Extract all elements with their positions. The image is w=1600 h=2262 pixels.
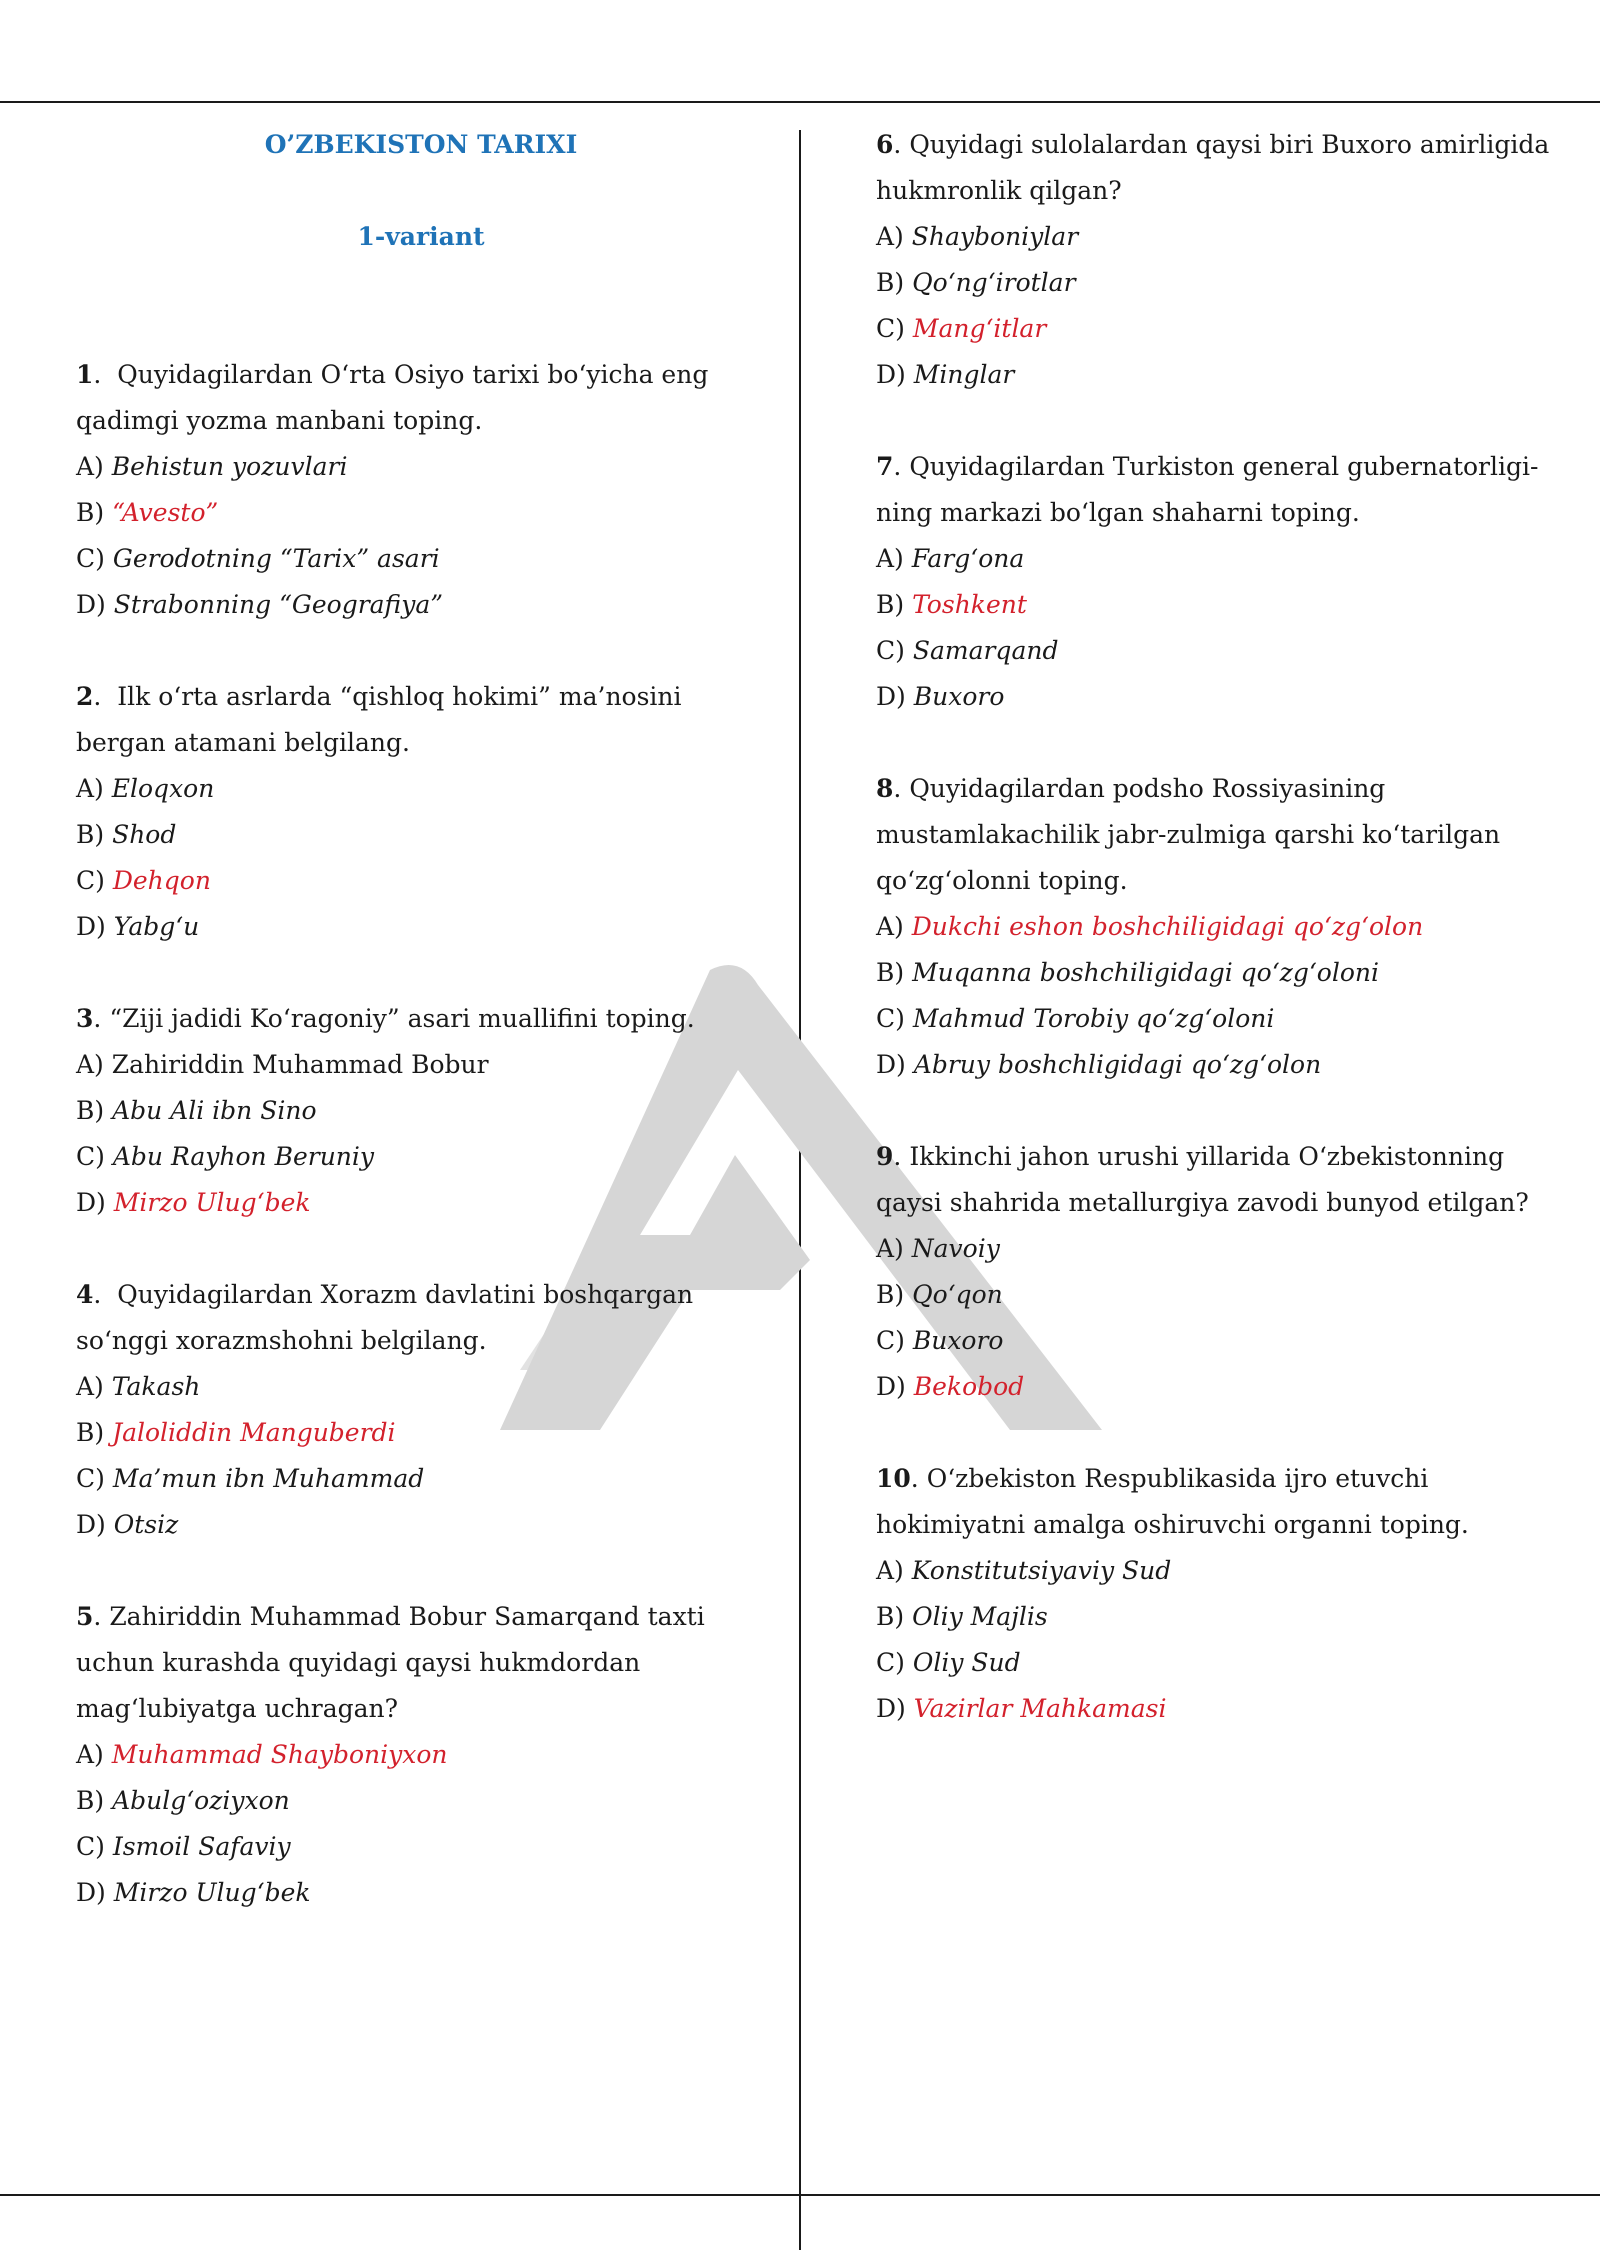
option-text: Jaloliddin Manguberdi: [112, 1418, 396, 1447]
option-text: Vazirlar Mahkamasi: [913, 1694, 1167, 1723]
question-body: Quyidagilardan Xorazm davlatini boshqargan so‘nggi xorazmshohni belgilang.: [76, 1280, 694, 1355]
option-text: Samarqand: [912, 636, 1059, 665]
option-text: Konstitutsiyaviy Sud: [911, 1556, 1172, 1585]
question-text: [76, 674, 766, 766]
option-letter: A): [76, 1372, 104, 1401]
question-block: [876, 122, 1566, 398]
question-body: “Ziji jadidi Ko‘ragoniy” asari muallifini toping.: [109, 1004, 695, 1033]
option-letter: D): [76, 590, 106, 619]
question-body: Quyidagilardan O‘rta Osiyo tarixi bo‘yicha eng qadimgi yozma manbani toping.: [76, 360, 709, 435]
option-letter: A): [876, 1234, 904, 1263]
question-number: 8: [876, 774, 894, 803]
option-text: Toshkent: [912, 590, 1027, 619]
option-letter: D): [76, 1188, 106, 1217]
question-separator: .: [93, 360, 118, 389]
option-letter: A): [76, 1050, 104, 1079]
option-letter: B): [76, 1418, 105, 1447]
answer-option: [876, 536, 1566, 582]
option-letter: B): [876, 958, 905, 987]
answer-option: [876, 1272, 1566, 1318]
answer-option: [876, 1042, 1566, 1088]
option-text: Yabg‘u: [113, 912, 200, 941]
option-letter: B): [876, 590, 905, 619]
variant-label: 1-variant: [357, 222, 485, 251]
option-text: Oliy Sud: [912, 1648, 1021, 1677]
answer-option: [876, 996, 1566, 1042]
question-block: [76, 352, 766, 628]
option-letter: B): [76, 1096, 105, 1125]
option-text: Buxoro: [913, 682, 1005, 711]
option-letter: D): [876, 360, 906, 389]
option-letter: B): [876, 1280, 905, 1309]
answer-option: [876, 674, 1566, 720]
option-text: Mang‘itlar: [912, 314, 1047, 343]
option-letter: B): [876, 268, 905, 297]
option-letter: D): [876, 1372, 906, 1401]
option-text: Behistun yozuvlari: [111, 452, 348, 481]
option-text: Abulg‘oziyxon: [112, 1786, 290, 1815]
option-text: Mirzo Ulug‘bek: [113, 1188, 311, 1217]
option-letter: C): [76, 544, 105, 573]
question-separator: .: [893, 1142, 910, 1171]
option-letter: D): [76, 1510, 106, 1539]
option-text: Ma’mun ibn Muhammad: [112, 1464, 425, 1493]
bottom-rule: [0, 2194, 1600, 2196]
question-list-left: [76, 352, 766, 1916]
answer-option: [76, 1502, 766, 1548]
question-body: O‘zbekiston Respublikasida ijro etuvchi hokimiyatni amalga oshiruvchi organni toping.: [876, 1464, 1469, 1539]
right-column: [876, 122, 1566, 1778]
answer-option: [76, 766, 766, 812]
option-letter: A): [876, 912, 904, 941]
answer-option: [76, 1134, 766, 1180]
answer-option-correct: [876, 582, 1566, 628]
question-text: [76, 352, 766, 444]
option-letter: C): [876, 636, 905, 665]
option-text: Dehqon: [112, 866, 211, 895]
question-number: 4: [76, 1280, 94, 1309]
option-letter: D): [876, 1694, 906, 1723]
question-block: [876, 766, 1566, 1088]
answer-option: [76, 1456, 766, 1502]
question-body: Ilk o‘rta asrlarda “qishloq hokimi” ma’nosini bergan atamani belgilang.: [76, 682, 682, 757]
option-letter: D): [876, 1050, 906, 1079]
answer-option: [76, 812, 766, 858]
question-text: [876, 444, 1566, 536]
question-number: 3: [76, 1004, 94, 1033]
option-letter: C): [76, 1832, 105, 1861]
answer-option: [876, 1640, 1566, 1686]
option-letter: C): [876, 1326, 905, 1355]
answer-option: [76, 536, 766, 582]
option-letter: C): [876, 1004, 905, 1033]
question-text: [876, 1134, 1566, 1226]
option-text: Gerodotning “Tarix” asari: [112, 544, 440, 573]
answer-option-correct: [876, 1364, 1566, 1410]
option-letter: D): [76, 1878, 106, 1907]
answer-option: [76, 1042, 766, 1088]
option-text: Otsiz: [113, 1510, 179, 1539]
option-text: Bekobod: [913, 1372, 1025, 1401]
question-number: 1: [76, 360, 94, 389]
option-letter: C): [76, 1464, 105, 1493]
option-text: Zahiriddin Muhammad Bobur: [111, 1050, 489, 1079]
option-text: Mahmud Torobiy qo‘zg‘oloni: [912, 1004, 1275, 1033]
answer-option: [876, 1226, 1566, 1272]
answer-option: [876, 1318, 1566, 1364]
option-letter: B): [876, 1602, 905, 1631]
answer-option: [76, 1778, 766, 1824]
option-letter: D): [876, 682, 906, 711]
question-separator: .: [893, 130, 910, 159]
answer-option: [876, 260, 1566, 306]
option-text: Oliy Majlis: [912, 1602, 1048, 1631]
option-letter: B): [76, 498, 105, 527]
option-text: Takash: [111, 1372, 201, 1401]
option-letter: B): [76, 820, 105, 849]
answer-option: [76, 904, 766, 950]
option-text: Strabonning “Geografiya”: [113, 590, 444, 619]
option-letter: C): [76, 1142, 105, 1171]
answer-option-correct: [76, 490, 766, 536]
question-separator: .: [93, 1602, 110, 1631]
question-block: [876, 444, 1566, 720]
answer-option: [76, 1364, 766, 1410]
question-separator: .: [93, 682, 118, 711]
answer-option: [876, 1548, 1566, 1594]
option-text: Muhammad Shayboniyxon: [111, 1740, 448, 1769]
question-body: Quyidagi sulolalardan qaysi biri Buxoro amirligida hukmronlik qilgan?: [876, 130, 1550, 205]
question-number: 7: [876, 452, 894, 481]
question-body: Ikkinchi jahon urushi yillarida O‘zbekistonning qaysi shahrida metallurgiya zavodi bunyod etilgan?: [876, 1142, 1529, 1217]
answer-option: [76, 1088, 766, 1134]
answer-option: [876, 214, 1566, 260]
option-text: Abruy boshchligidagi qo‘zg‘olon: [913, 1050, 1322, 1079]
question-separator: .: [93, 1280, 118, 1309]
option-text: Eloqxon: [111, 774, 215, 803]
question-separator: .: [893, 774, 910, 803]
question-block: [76, 1594, 766, 1916]
option-text: “Avesto”: [112, 498, 219, 527]
option-text: Qo‘qon: [912, 1280, 1003, 1309]
option-letter: C): [876, 314, 905, 343]
option-letter: A): [876, 1556, 904, 1585]
answer-option: [76, 582, 766, 628]
question-text: [876, 122, 1566, 214]
question-number: 6: [876, 130, 894, 159]
option-text: Shayboniylar: [911, 222, 1079, 251]
option-letter: C): [76, 866, 105, 895]
answer-option: [876, 950, 1566, 996]
option-letter: A): [876, 544, 904, 573]
question-list-right: [876, 122, 1566, 1732]
question-body: Zahiriddin Muhammad Bobur Samarqand taxti uchun kurashda quyidagi qaysi hukmdordan mag‘lubiyatga uchragan?: [76, 1602, 705, 1723]
option-text: Abu Rayhon Beruniy: [112, 1142, 375, 1171]
answer-option-correct: [876, 306, 1566, 352]
question-number: 2: [76, 682, 94, 711]
question-text: [876, 1456, 1566, 1548]
option-text: Mirzo Ulug‘bek: [113, 1878, 311, 1907]
question-text: [876, 766, 1566, 904]
option-text: Minglar: [913, 360, 1015, 389]
option-text: Dukchi eshon boshchiligidagi qo‘zg‘olon: [911, 912, 1424, 941]
question-number: 9: [876, 1142, 894, 1171]
question-text: [76, 1594, 766, 1732]
question-number: 5: [76, 1602, 94, 1631]
question-number: 10: [876, 1464, 911, 1493]
option-letter: A): [876, 222, 904, 251]
answer-option: [76, 1824, 766, 1870]
option-text: Qo‘ng‘irotlar: [912, 268, 1076, 297]
option-letter: A): [76, 452, 104, 481]
answer-option-correct: [76, 1410, 766, 1456]
top-rule: [0, 101, 1600, 103]
option-text: Ismoil Safaviy: [112, 1832, 291, 1861]
answer-option-correct: [876, 1686, 1566, 1732]
question-body: Quyidagilardan podsho Rossiyasining mustamlakachilik jabr-zulmiga qarshi ko‘tarilgan qo‘zg‘olonni toping.: [876, 774, 1501, 895]
option-text: Farg‘ona: [911, 544, 1025, 573]
page-title: O’ZBEKISTON TARIXI: [264, 130, 578, 159]
answer-option: [876, 352, 1566, 398]
option-text: Abu Ali ibn Sino: [112, 1096, 317, 1125]
option-letter: B): [76, 1786, 105, 1815]
answer-option: [876, 628, 1566, 674]
answer-option: [76, 1870, 766, 1916]
option-text: Buxoro: [912, 1326, 1004, 1355]
question-text: [76, 1272, 766, 1364]
question-block: [876, 1456, 1566, 1732]
option-text: Shod: [112, 820, 177, 849]
answer-option-correct: [76, 858, 766, 904]
option-letter: A): [76, 774, 104, 803]
question-body: Quyidagilardan Turkiston general gubernatorligi-ning markazi bo‘lgan shaharni toping.: [876, 452, 1539, 527]
option-text: Muqanna boshchiligidagi qo‘zg‘oloni: [912, 958, 1379, 987]
option-letter: A): [76, 1740, 104, 1769]
question-text: [76, 996, 766, 1042]
question-separator: .: [910, 1464, 927, 1493]
answer-option: [76, 444, 766, 490]
question-block: [876, 1134, 1566, 1410]
question-block: [76, 1272, 766, 1548]
answer-option: [876, 1594, 1566, 1640]
answer-option-correct: [76, 1180, 766, 1226]
answer-option-correct: [876, 904, 1566, 950]
answer-option-correct: [76, 1732, 766, 1778]
question-block: [76, 996, 766, 1226]
left-column: [76, 122, 766, 1962]
option-letter: C): [876, 1648, 905, 1677]
question-block: [76, 674, 766, 950]
question-separator: .: [93, 1004, 110, 1033]
option-text: Navoiy: [911, 1234, 1000, 1263]
question-separator: .: [893, 452, 910, 481]
option-letter: D): [76, 912, 106, 941]
